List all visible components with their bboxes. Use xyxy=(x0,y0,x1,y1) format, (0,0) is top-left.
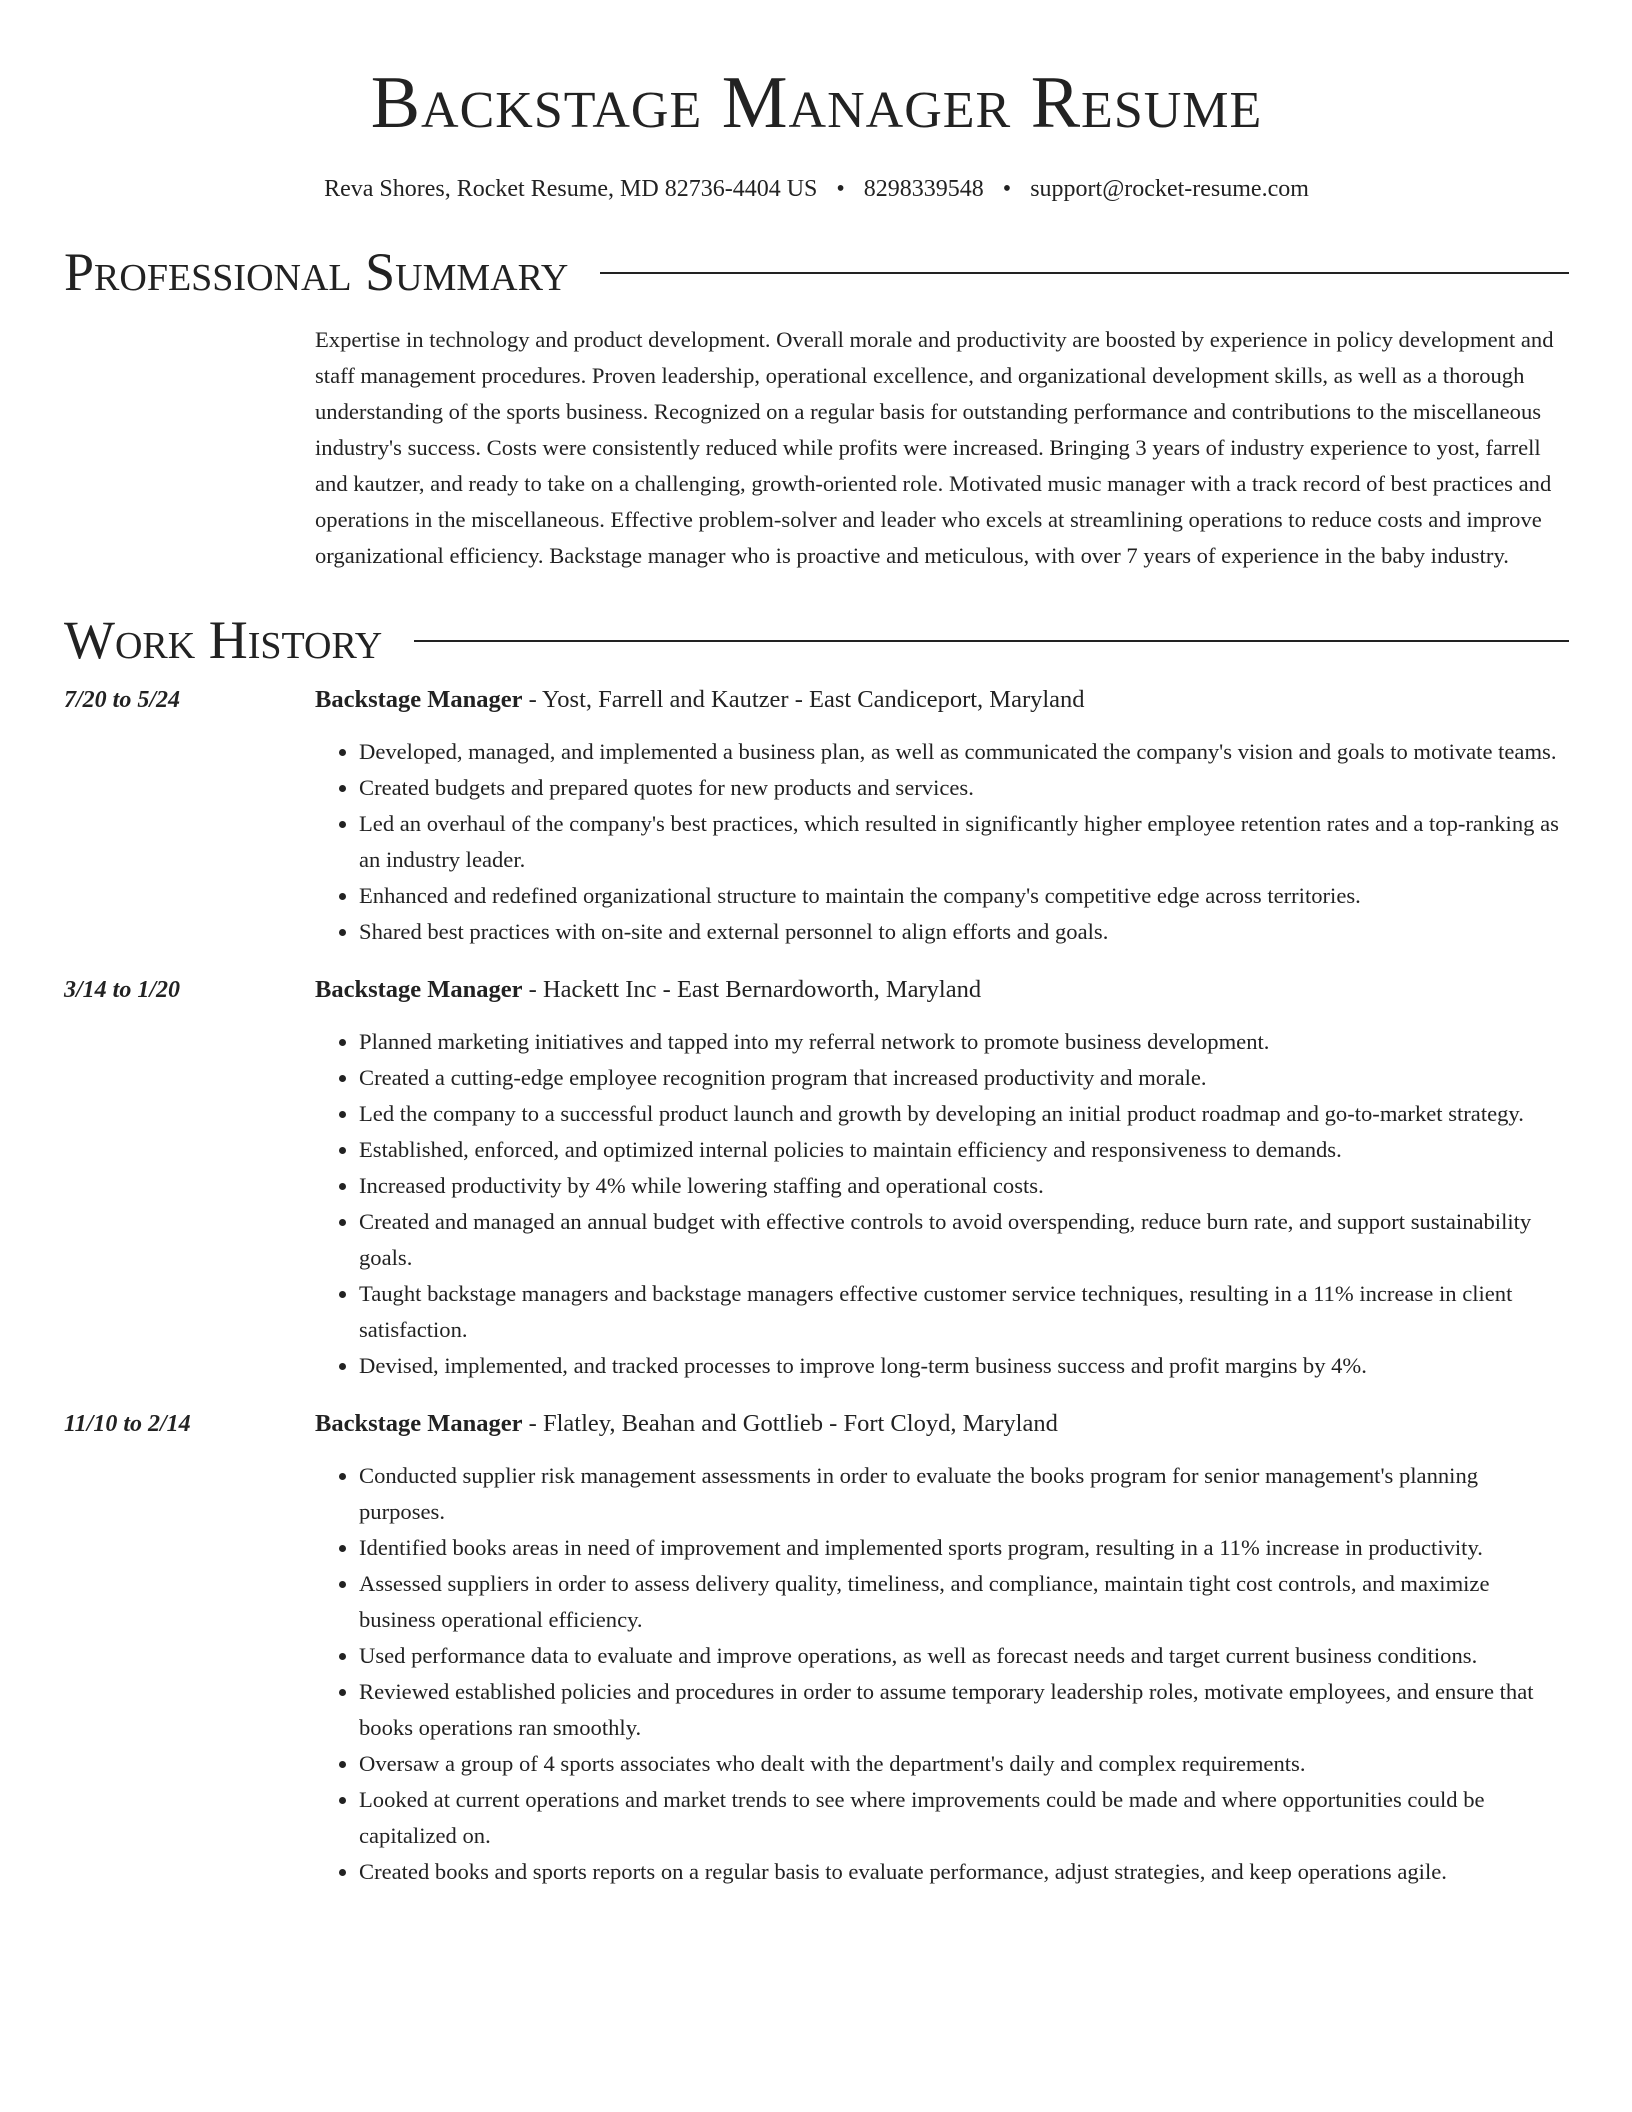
work-heading: Work History xyxy=(64,610,383,670)
list-item: • Created a cutting-edge employee recognition program that increased productivity and morale. xyxy=(359,1060,1569,1096)
job-entry xyxy=(64,682,1569,950)
list-item: • Led an overhaul of the company's best practices, which resulted in significantly higher employee retention rates and a top-ranking as an industry leader. xyxy=(359,806,1569,878)
list-item: • Devised, implemented, and tracked processes to improve long-term business success and profit margins by 4%. xyxy=(359,1348,1569,1384)
list-item: • Created books and sports reports on a regular basis to evaluate performance, adjust strategies, and keep operations agile. xyxy=(359,1854,1569,1890)
list-item: • Used performance data to evaluate and improve operations, as well as forecast needs and target current business conditions. xyxy=(359,1638,1569,1674)
list-item: • Enhanced and redefined organizational structure to maintain the company's competitive edge across territories. xyxy=(359,878,1569,914)
job-bullet-list xyxy=(315,734,1569,950)
job-bullet-list xyxy=(315,1024,1569,1384)
summary-text: Expertise in technology and product development. Overall morale and productivity are boosted by experience in policy development and staff management procedures. Proven leadership, operational excellence, and organizational development skills, as well as a thorough understanding of the sports business. Recognized on a regular basis for outstanding performance and contributions to the miscellaneous industry's success. Costs were consistently reduced while profits were increased. Bringing 3 years of industry experience to yost, farrell and kautzer, and ready to take on a challenging, growth-oriented role. Motivated music manager with a track record of best practices and operations in the miscellaneous. Effective problem-solver and leader who excels at streamlining operations to reduce costs and improve organizational efficiency. Backstage manager who is proactive and meticulous, with over 7 years of experience in the baby industry. xyxy=(315,327,1554,568)
job-dates: 11/10 to 2/14 xyxy=(64,1411,191,1437)
section-divider xyxy=(414,640,1569,642)
list-item: • Led the company to a successful product launch and growth by developing an initial product roadmap and go-to-market strategy. xyxy=(359,1096,1569,1132)
job-header xyxy=(315,682,1569,718)
section-divider xyxy=(600,272,1569,274)
list-item: • Looked at current operations and market trends to see where improvements could be made and where opportunities could be capitalized on. xyxy=(359,1782,1569,1854)
work-history-list xyxy=(64,682,1569,1890)
list-item: • Oversaw a group of 4 sports associates who dealt with the department's daily and complex requirements. xyxy=(359,1746,1569,1782)
job-dates: 3/14 to 1/20 xyxy=(64,977,181,1003)
job-entry xyxy=(64,972,1569,1384)
contact-separator: • xyxy=(836,176,845,202)
list-item: • Conducted supplier risk management assessments in order to evaluate the books program for senior management's planning purposes. xyxy=(359,1458,1569,1530)
resume-title: Backstage Manager Resume xyxy=(370,62,1263,144)
job-header xyxy=(315,1406,1569,1442)
job-role: Backstage Manager xyxy=(315,1410,523,1437)
job-header xyxy=(315,972,1569,1008)
contact-line xyxy=(64,172,1569,206)
list-item: • Taught backstage managers and backstage managers effective customer service techniques, resulting in a 11% increase in client satisfaction. xyxy=(359,1276,1569,1348)
job-entry xyxy=(64,1406,1569,1890)
job-company-location: - Flatley, Beahan and Gottlieb - Fort Cloyd, Maryland xyxy=(522,1410,1058,1437)
summary-heading: Professional Summary xyxy=(64,242,569,302)
resume-page xyxy=(64,0,1569,1890)
list-item: • Increased productivity by 4% while lowering staffing and operational costs. xyxy=(359,1168,1569,1204)
list-item: • Established, enforced, and optimized internal policies to maintain efficiency and responsiveness to demands. xyxy=(359,1132,1569,1168)
job-body xyxy=(315,972,1569,1384)
list-item: • Planned marketing initiatives and tapped into my referral network to promote business development. xyxy=(359,1024,1569,1060)
contact-address: Reva Shores, Rocket Resume, MD 82736-4404 US xyxy=(324,176,818,202)
contact-email: support@rocket-resume.com xyxy=(1030,176,1309,202)
list-item: • Assessed suppliers in order to assess delivery quality, timeliness, and compliance, maintain tight cost controls, and maximize business operational efficiency. xyxy=(359,1566,1569,1638)
job-body xyxy=(315,682,1569,950)
list-item: • Created and managed an annual budget with effective controls to avoid overspending, reduce burn rate, and support sustainability goals. xyxy=(359,1204,1569,1276)
list-item: • Created budgets and prepared quotes for new products and services. xyxy=(359,770,1569,806)
job-company-location: - Hackett Inc - East Bernardoworth, Maryland xyxy=(522,976,982,1003)
summary-section-heading xyxy=(64,240,1569,304)
list-item: • Reviewed established policies and procedures in order to assume temporary leadership roles, motivate employees, and ensure that books operations ran smoothly. xyxy=(359,1674,1569,1746)
work-section-heading xyxy=(64,608,1569,672)
job-company-location: - Yost, Farrell and Kautzer - East Candiceport, Maryland xyxy=(522,686,1085,713)
list-item: • Developed, managed, and implemented a business plan, as well as communicated the company's vision and goals to motivate teams. xyxy=(359,734,1569,770)
job-body xyxy=(315,1406,1569,1890)
job-role: Backstage Manager xyxy=(315,976,523,1003)
list-item: • Identified books areas in need of improvement and implemented sports program, resulting in a 11% increase in productivity. xyxy=(359,1530,1569,1566)
contact-separator: • xyxy=(1002,176,1012,202)
job-bullet-list xyxy=(315,1458,1569,1890)
contact-phone: 8298339548 xyxy=(863,176,984,202)
list-item: • Shared best practices with on-site and external personnel to align efforts and goals. xyxy=(359,914,1569,950)
job-role: Backstage Manager xyxy=(315,686,523,713)
job-dates: 7/20 to 5/24 xyxy=(64,687,181,713)
